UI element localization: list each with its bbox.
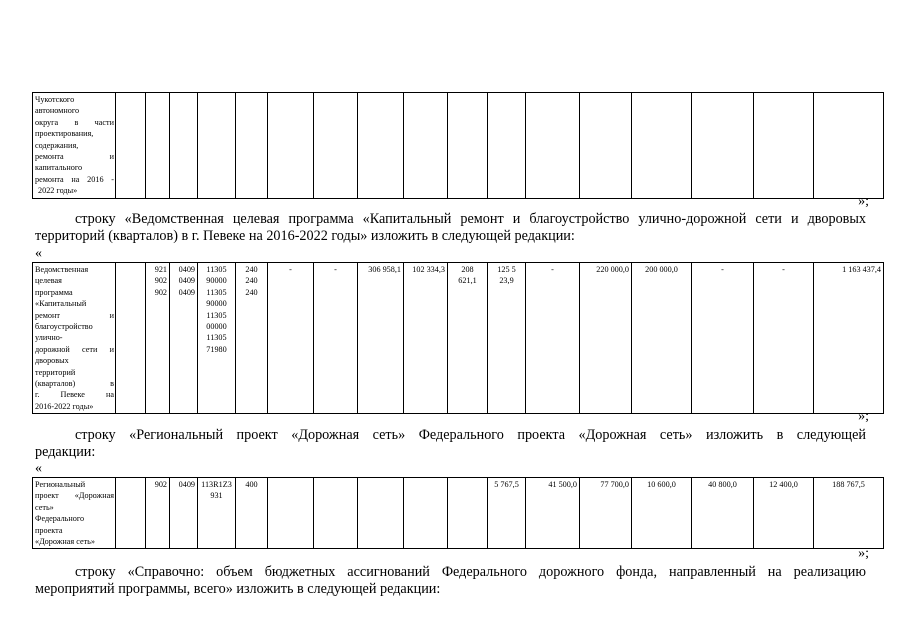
value-cell: 200 000,0 (632, 263, 692, 414)
grbs-cell: 902 (146, 478, 170, 549)
section-cell: 0409 (170, 478, 198, 549)
name-line: проекта (35, 525, 63, 535)
name-line: проектирования, (35, 129, 94, 139)
name-line: Федерального (35, 514, 85, 524)
target-article-code: 00000 (206, 322, 227, 332)
paragraph-line: территорий (кварталов) в г. Певеке на 2016-2022 годы» изложить в следующей редакции: (35, 228, 575, 244)
total-cell: 188 767,5 (814, 478, 884, 549)
paragraph-line: строку «Ведомственная целевая программа «Капитальный ремонт и благоустройство улично-дорожной сети и дворовых (75, 211, 866, 227)
name-line: (кварталов) в (35, 379, 114, 389)
name-line: г. Певеке на (35, 390, 114, 400)
name-line: капитального (35, 163, 83, 173)
value-cell: - (314, 263, 358, 414)
value-part: 621,1 (458, 276, 477, 286)
opening-quote: « (35, 246, 42, 261)
name-line: территорий (35, 367, 76, 377)
name-line: Чукотского (35, 95, 75, 104)
grbs-code: 902 (154, 287, 167, 297)
empty-cell (116, 263, 146, 414)
empty-cell (314, 93, 358, 199)
expense-type-code: 240 (245, 265, 258, 274)
name-line: Ведомственная (35, 265, 89, 274)
empty-cell (404, 93, 448, 199)
name-line: округа в части (35, 117, 114, 127)
empty-cell (404, 478, 448, 549)
total-cell: 1 163 437,4 (814, 263, 884, 414)
empty-cell (146, 93, 170, 199)
target-article-code: 11305 (206, 310, 227, 320)
name-line: дворовых (35, 356, 69, 366)
value-cell: - (268, 263, 314, 414)
name-line: содержания, (35, 140, 79, 150)
empty-cell (448, 93, 488, 199)
name-line: улично- (35, 333, 63, 343)
empty-cell (814, 93, 884, 199)
grbs-code: 921 (154, 265, 167, 274)
expense-type-code: 240 (245, 276, 258, 286)
empty-cell (488, 93, 526, 199)
name-line: «Дорожная сеть» (35, 537, 96, 547)
value-cell (488, 263, 526, 414)
target-article-code: 11305 (206, 333, 227, 343)
name-line: дорожной сети и (35, 344, 114, 354)
name-line: сеть» (35, 502, 54, 512)
name-line: 2016-2022 годы» (35, 401, 94, 411)
expense-type-cell: 400 (236, 478, 268, 549)
value-cell: - (526, 263, 580, 414)
name-line: благоустройство (35, 322, 93, 332)
opening-quote: « (35, 461, 42, 476)
value-cell: 102 334,3 (404, 263, 448, 414)
name-line: «Капитальный (35, 299, 87, 309)
value-cell: 306 958,1 (358, 263, 404, 414)
value-cell: 40 800,0 (692, 478, 754, 549)
value-cell: 220 000,0 (580, 263, 632, 414)
section-code: 0409 (178, 265, 195, 274)
paragraph-line: строку «Справочно: объем бюджетных ассигнований Федерального дорожного фонда, направленный на реализацию (75, 564, 866, 580)
empty-cell (632, 93, 692, 199)
empty-cell (170, 93, 198, 199)
name-line: ремонта и (35, 152, 114, 162)
grbs-cell (146, 263, 170, 414)
name-line: целевая (35, 276, 62, 286)
value-cell: 5 767,5 (488, 478, 526, 549)
empty-cell (358, 93, 404, 199)
value-cell: 41 500,0 (526, 478, 580, 549)
row-name-cell (33, 478, 116, 549)
closing-quote: »; (858, 546, 869, 561)
section-code: 0409 (178, 276, 195, 286)
value-cell (448, 263, 488, 414)
target-article-code: 90000 (206, 299, 227, 309)
value-cell: 10 600,0 (632, 478, 692, 549)
value-part: 208 (461, 265, 474, 274)
name-line: ремонта на 2016 - (35, 174, 114, 184)
table-row (33, 478, 884, 549)
paragraph-line: строку «Региональный проект «Дорожная сеть» Федерального проекта «Дорожная сеть» изложить в следующей (75, 427, 866, 443)
target-article-code: 11305 (206, 265, 227, 274)
row-name-cell (33, 263, 116, 414)
section-code: 0409 (178, 287, 195, 297)
empty-cell (268, 478, 314, 549)
empty-cell (526, 93, 580, 199)
empty-cell (358, 478, 404, 549)
value-cell: 12 400,0 (754, 478, 814, 549)
value-cell: 77 700,0 (580, 478, 632, 549)
target-article-code: 90000 (206, 276, 227, 286)
row-name-cell (33, 93, 116, 199)
paragraph-reference (35, 564, 866, 598)
table-continuation (32, 92, 884, 199)
name-line: 2022 годы» (38, 186, 78, 196)
paragraph-vcp (35, 211, 866, 245)
expense-type-code: 240 (245, 287, 258, 297)
name-line: автономного (35, 106, 80, 116)
value-part: 125 5 (497, 265, 516, 274)
empty-cell (198, 93, 236, 199)
target-article-code: 931 (210, 491, 223, 501)
name-line: проект «Дорожная (35, 491, 114, 501)
empty-cell (754, 93, 814, 199)
paragraph-line: мероприятий программы, всего» изложить в следующей редакции: (35, 581, 441, 597)
empty-cell (268, 93, 314, 199)
empty-cell (692, 93, 754, 199)
expense-type-cell (236, 263, 268, 414)
name-line: ремонт и (35, 310, 114, 320)
empty-cell (314, 478, 358, 549)
paragraph-regional (35, 427, 866, 461)
target-article-code: 11305 (206, 287, 227, 297)
empty-cell (116, 93, 146, 199)
empty-cell (448, 478, 488, 549)
grbs-code: 902 (154, 276, 167, 286)
value-cell: - (754, 263, 814, 414)
name-line: программа (35, 287, 73, 297)
target-article-code: 71980 (206, 344, 227, 354)
paragraph-line: редакции: (35, 444, 96, 460)
table-row (33, 263, 884, 414)
target-article-cell (198, 478, 236, 549)
table-row (33, 93, 884, 199)
closing-quote: »; (858, 409, 869, 424)
target-article-cell (198, 263, 236, 414)
empty-cell (236, 93, 268, 199)
table-vcp (32, 262, 884, 414)
target-article-code: 113R1Z3 (201, 480, 232, 489)
empty-cell (116, 478, 146, 549)
empty-cell (580, 93, 632, 199)
section-cell (170, 263, 198, 414)
name-line: Региональный (35, 480, 86, 489)
closing-quote: »; (858, 194, 869, 209)
table-regional (32, 477, 884, 549)
value-part: 23,9 (499, 276, 514, 286)
value-cell: - (692, 263, 754, 414)
